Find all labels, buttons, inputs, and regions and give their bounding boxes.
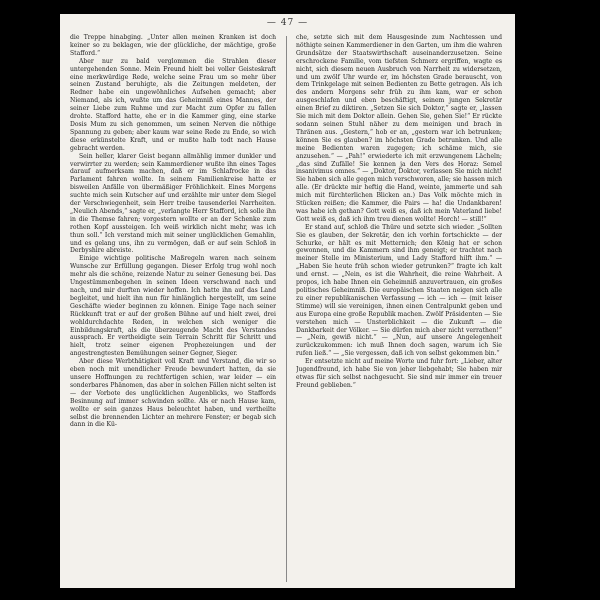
column-divider (286, 36, 287, 582)
paragraph: Einige wichtige politische Maßregeln waren nach seinem Wunsche zur Erfüllung gegangen. Dieser Erfolg trug wohl noch mehr als die schöne, reizende Natur zu seiner Genesung bei. Das Ungestümmenbegehen in seinen Ideen verschwand nach und nach, und mir durften wieder hoffen. Ich hatte ihn auf das Land begleitet, und hielt ihn nun für hinlänglich hergestellt, um seine Geschäfte wieder beginnen zu können. Einige Tage nach seiner Rückkunft trat er auf der großen Bühne auf und hielt zwei, drei wohldurchdachte Reden, in welchen sich weniger die Einbildungskraft, als die überzeugende Macht des Verstandes aussprach. Er vertheidigte sein Terrain Schritt für Schritt und hielt, trotz seiner eigenen Prophezeiungen und der angestrengtesten Bemühungen seiner Gegner, Sieger. (70, 255, 276, 358)
paragraph: Sein heller, klarer Geist begann allmählig immer dunkler und verwirrter zu werden; sein Kammerdiener wußte ihn eines Tages darauf aufmerksam machen, daß er im Schlafrocke in das Parlament fahren wollte. In seinem Familienkreise hatte er bisweilen Anfälle von übermäßiger Fröhlichkeit. Eines Morgens suchte mich sein Kutscher auf und erzählte mir unter dem Siegel der Verschwiegenheit, sein Herr treibe tausenderlei Narrheiten. „Neulich Abends,“ sagte er, „verlangte Herr Stafford, ich solle ihn in die Themse fahren; vorgestern wollte er an der Schenke zum rothen Kopf aussteigen. Ich weiß wirklich nicht mehr, was ich thun soll.“ Ich verstand mich mit seiner unglücklichen Gemahlin, und es gelang uns, ihn zu vermögen, daß er auf sein Schloß in Derbyshire abreiste. (70, 152, 276, 255)
paragraph: Er stand auf, schloß die Thüre und setzte sich wieder. „Sollten Sie es glauben, der Sekretär, den ich vorhin fortschickte — der Schurke, er hält es mit Metternich; den König hat er schon gewonnen, und die Kammern sind ihm geneigt; er trachtet nach meiner Stelle im Ministerium, und Lady Stafford hilft ihm.“ — „Haben Sie heute früh schon wieder getrunken?“ fragte ich kalt und ernst. — „Nein, es ist die Wahrheit, die reine Wahrheit. A propos, ich habe Ihnen ein Geheimniß anzuvertrauen, ein großes politisches Geheimniß. Die europäischen Staaten neigen sich alle zu einer republikanischen Verfassung — ich — ich — (mit leiser Stimme) will sie vereinigen, ihnen einen Centralpunkt geben und aus Europa eine große Republik machen. Zwölf Präsidenten — Sie verstehen mich — Unsterblichkeit — die Zukunft — die Dankbarkeit der Völker. — Sie dürfen mich aber nicht verrathen!“ — „Nein, gewiß nicht.“ — „Nun, auf unsere Angelegenheit zurückzukommen: ich muß Ihnen doch sagen, warum ich Sie rufen ließ.“ — „Sie vergessen, daß ich von selbst gekommen bin.“ (296, 223, 502, 358)
page-number: — 47 — (266, 18, 309, 28)
left-column (70, 34, 276, 584)
paragraph: die Treppe hinabging. „Unter allen meinen Kranken ist doch keiner so zu beklagen, wie der glückliche, der mächtige, große Stafford.“ (70, 34, 276, 57)
paragraph: Er entsetzte nicht auf meine Worte und fuhr fort: „Lieber, alter Jugendfreund, ich habe Sie von jeher liebgehabt; Sie haben mir etwas für sich selbst nachgesucht. Sie sind mir immer ein treuer Freund geblieben.“ (296, 358, 502, 389)
newspaper-page (60, 14, 515, 588)
paragraph: Aber diese Werbthätigkeit voll Kraft und Verstand, die wir so eben noch mit unendlicher Freude bewundert hatten, da sie unsere Hoffnungen zu rechtfertigen schien, war leider — ein sonderbares Phänomen, das aber in solchen Fällen nicht selten ist — der Vorbote des unglücklichen Augenblicks, wo Staffords Besinnung auf immer schwinden sollte. Als er nach Hause kam, wollte er sein ganzes Haus beleuchtet haben, und vertheilte selbst die brennenden Lichter an mehrere Fenster; er begab sich dann in die Kü- (70, 358, 276, 429)
paragraph: che, setzte sich mit dem Hausgesinde zum Nachtessen und nöthigte seinen Kammerdiener in den Garten, um ihm die wahren Grundsätze der Staatswirthschaft auseinanderzusetzen. Seine erschrockene Familie, vom tiefsten Schmerz ergriffen, wagte es nicht, sich diesem neuen Ausbruch von Narrheit zu widersetzen, und um zwölf Uhr wurde er, im höchsten Grade berauscht, von dem Trinkgelage mit seinen Bedienten zu Bette getragen. Als ich des andern Morgens sehr früh zu ihm kam, war er schon ausgeschlafen und eben beschäftigt, seinem jungen Sekretär einen Brief zu diktiren. „Setzen Sie sich Doktor,“ sagte er, „lassen Sie mich mit dem Doktor allein. Gehen Sie, gehen Sie!“ Er rückte sodann seinen Stuhl näher zu dem meinigen und brach in Thränen aus. „Gestern,“ hob er an, „gestern war ich betrunken; können Sie es glauben? im höchsten Grade betrunken. Und alle meine Bedienten waren zugegen; ich schäme mich, sie anzusehen.“ — „Pah!“ erwiederte ich mit erzwungenem Lächeln; „das sind Zufälle! Sie kennen ja den Vers des Horaz: Semel insanivimus omnes.“ — „Doktor, Doktor, verlassen Sie mich nicht! Sie haben sich alle gegen mich verschworen, alle; sie hassen mich alle. (Er drückte mir heftig die Hand, weinte, jammerte und sah mich mit fürchterlichen Blicken an.) Das Volk möchte mich in Stücken reißen; die Kammer, die Pairs — ha! die Undankbaren! was habe ich gethan? Gott weiß es, daß ich mein Vaterland liebe! Gott weiß es, daß ich ihm treu dienen wollte! Horch! — still!“ (296, 34, 502, 223)
paragraph: Aber nur zu bald verglommen die Strahlen dieser untergehenden Sonne. Mein Freund hielt bei voller Geisteskraft eine merkwürdige Rede, welche seine Frau um so mehr über seinen Zustand beruhigte, als die Zeitungen meldeten, der Redner habe ein ungewöhnliches Aufsehen gemacht; aber Niemand, als ich, wußte um das Geheimniß eines Mannes, der seiner Liebe zum Ruhme und zur Macht zum Opfer zu fallen drohte. Stafford hatte, ehe er in die Kammer ging, eine starke Dosis Mum zu sich genommen, um seinen Nerven die nöthige Spannung zu geben; aber kaum war seine Rede zu Ende, so wich diese erkünstelte Kraft, und er mußte halb todt nach Hause gebracht werden. (70, 57, 276, 152)
right-column (296, 34, 502, 584)
